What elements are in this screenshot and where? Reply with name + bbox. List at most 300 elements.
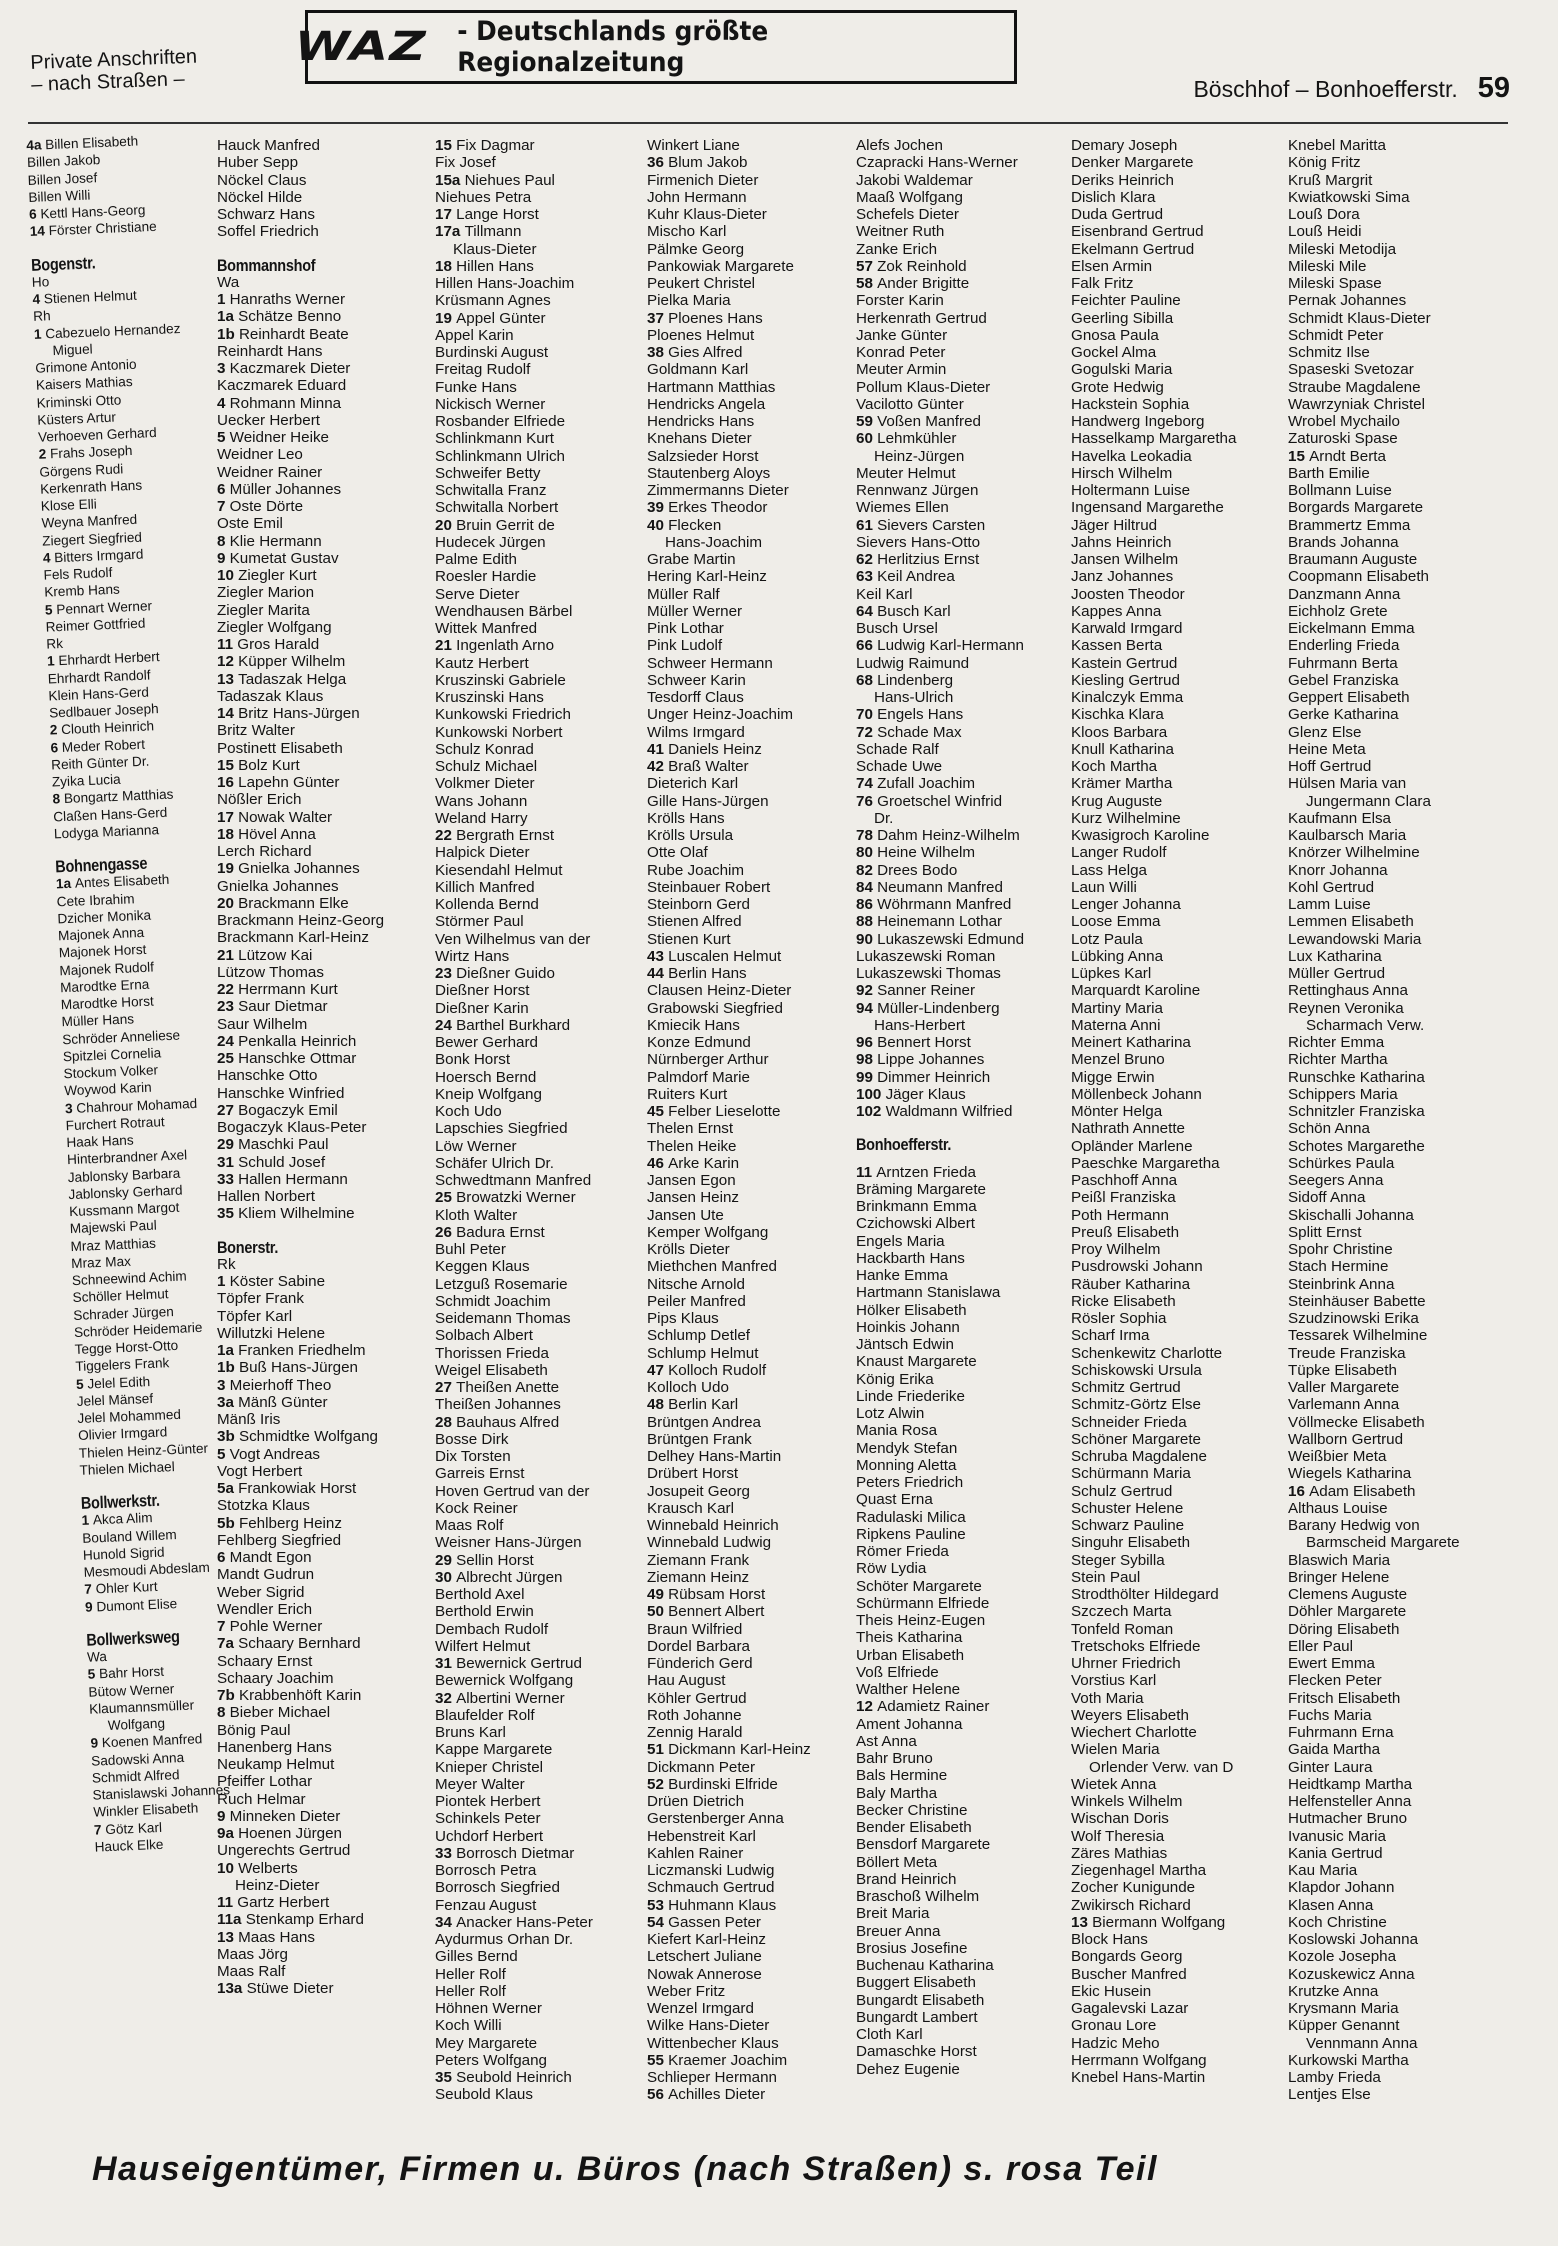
resident-entry: Wendhausen Bärbel xyxy=(435,602,573,620)
resident-entry: Coopmann Elisabeth xyxy=(1288,568,1429,586)
spacer xyxy=(856,1120,1066,1130)
house-number: 41 xyxy=(647,740,669,758)
resident-entry: 5a Frankowiak Horst xyxy=(217,1480,357,1497)
resident-entry: Wilfert Helmut xyxy=(435,1637,531,1655)
resident-entry: Mileski Spase xyxy=(1288,275,1382,292)
resident-entry: Lemmen Elisabeth xyxy=(1288,913,1414,931)
house-number: 102 xyxy=(856,1103,886,1120)
resident-entry: Schade Ralf xyxy=(856,740,939,758)
resident-entry: Gockel Alma xyxy=(1071,344,1157,361)
resident-entry: 62 Herlitzius Ernst xyxy=(856,551,980,568)
resident-entry: 92 Sanner Reiner xyxy=(856,982,976,1000)
resident-entry: Tegge Horst-Otto xyxy=(74,1337,179,1358)
resident-entry: Müller Ralf xyxy=(647,585,720,603)
resident-entry: Kunkowski Friedrich xyxy=(435,706,571,724)
house-number: 70 xyxy=(856,706,878,724)
resident-entry: Brosius Josefine xyxy=(856,1939,968,1957)
resident-entry: Knörzer Wilhelmine xyxy=(1288,844,1420,862)
resident-entry: Vennmann Anna xyxy=(1306,2034,1418,2052)
resident-entry: Marodtke Horst xyxy=(60,993,155,1013)
resident-entry: Uecker Herbert xyxy=(217,411,320,429)
resident-entry: Richter Emma xyxy=(1288,1034,1385,1051)
resident-entry: Tretschoks Elfriede xyxy=(1071,1637,1201,1655)
resident-entry: Weißbier Meta xyxy=(1288,1448,1387,1465)
resident-entry: Bewernick Wolfgang xyxy=(435,1672,574,1690)
resident-entry: Ingensand Margarethe xyxy=(1071,499,1224,517)
resident-entry: 8 Bieber Michael xyxy=(217,1704,331,1722)
resident-entry: Pfeiffer Lothar xyxy=(217,1773,313,1791)
house-number: 53 xyxy=(647,1896,669,1914)
house-number: 49 xyxy=(647,1586,669,1603)
house-number: 8 xyxy=(217,1704,230,1722)
resident-entry: Stach Hermine xyxy=(1288,1258,1389,1276)
resident-entry: 30 Albrecht Jürgen xyxy=(435,1568,563,1586)
resident-entry: Nößler Erich xyxy=(217,791,302,809)
resident-entry: Wittenbecher Klaus xyxy=(647,2034,779,2052)
resident-entry: 21 Ingenlath Arno xyxy=(435,637,555,655)
resident-entry: Blaufelder Rolf xyxy=(435,1706,535,1724)
resident-entry: Uchdorf Herbert xyxy=(435,1827,544,1845)
resident-entry: Schneider Frieda xyxy=(1071,1413,1187,1431)
house-number: 33 xyxy=(217,1170,239,1188)
resident-entry: Weigel Elisabeth xyxy=(435,1361,548,1379)
resident-entry: Ziemann Frank xyxy=(647,1551,750,1569)
resident-entry: Stotzka Klaus xyxy=(217,1497,310,1515)
resident-entry: Poth Hermann xyxy=(1071,1206,1169,1224)
house-number: 61 xyxy=(856,516,878,534)
resident-entry: 98 Lippe Johannes xyxy=(856,1051,985,1069)
resident-entry: Bollmann Luise xyxy=(1288,482,1392,499)
directory-column-3 xyxy=(435,137,645,2104)
resident-entry: 5b Fehlberg Heinz xyxy=(217,1514,342,1532)
resident-entry: Fuchs Maria xyxy=(1288,1706,1372,1724)
resident-entry: 5 Weidner Heike xyxy=(217,429,329,446)
spacer xyxy=(856,1154,1066,1164)
resident-entry: Dzicher Monika xyxy=(57,907,152,927)
resident-entry: Lapschies Siegfried xyxy=(435,1120,568,1138)
resident-entry: 39 Erkes Theodor xyxy=(647,499,768,517)
resident-entry: 94 Müller-Lindenberg xyxy=(856,999,1000,1017)
resident-entry: Janke Günter xyxy=(856,326,948,344)
resident-entry: Fünderich Gerd xyxy=(647,1655,753,1672)
resident-entry: Seidemann Thomas xyxy=(435,1310,571,1327)
resident-entry: Kloth Walter xyxy=(435,1206,518,1224)
resident-entry: Reinhardt Hans xyxy=(217,342,323,360)
resident-entry: Althaus Louise xyxy=(1288,1499,1388,1517)
resident-entry: Kaisers Mathias xyxy=(35,374,133,394)
resident-entry: Knaust Margarete xyxy=(856,1353,977,1371)
resident-entry: Ivanusic Maria xyxy=(1288,1827,1386,1845)
resident-entry: 35 Seubold Heinrich xyxy=(435,2069,572,2086)
resident-entry: Theis Heinz-Eugen xyxy=(856,1612,986,1629)
resident-entry: 15 Bolz Kurt xyxy=(217,756,300,774)
resident-entry: Barany Hedwig von xyxy=(1288,1517,1420,1534)
resident-entry: Pernak Johannes xyxy=(1288,292,1407,310)
resident-entry: Olivier Irmgard xyxy=(77,1424,168,1444)
resident-entry: 16 Adam Elisabeth xyxy=(1288,1482,1416,1500)
house-number: 2 xyxy=(49,722,62,738)
house-number: 26 xyxy=(435,1223,457,1241)
resident-entry: Voth Maria xyxy=(1071,1689,1144,1707)
house-number: 8 xyxy=(52,791,65,807)
resident-entry: Gerke Katharina xyxy=(1288,706,1399,724)
resident-entry: 40 Flecken xyxy=(647,516,722,534)
house-number: 100 xyxy=(856,1085,886,1103)
resident-entry: Singuhr Elisabeth xyxy=(1071,1534,1191,1552)
house-number: 59 xyxy=(856,413,878,430)
resident-entry: Jakobi Waldemar xyxy=(856,171,973,189)
resident-entry: Hallen Norbert xyxy=(217,1188,315,1205)
resident-entry: Hanenberg Hans xyxy=(217,1738,332,1756)
house-number: 5 xyxy=(87,1666,100,1683)
resident-entry: Störmer Paul xyxy=(435,913,524,931)
resident-entry: 25 Hanschke Ottmar xyxy=(217,1050,357,1067)
resident-entry: Dießner Horst xyxy=(435,982,530,1000)
house-number: 74 xyxy=(856,775,878,793)
resident-entry: Steger Sybilla xyxy=(1071,1551,1165,1569)
resident-entry: Cete Ibrahim xyxy=(56,890,135,909)
house-number: 16 xyxy=(1288,1482,1310,1500)
resident-entry: 3 Chahrour Mohamad xyxy=(64,1095,198,1116)
resident-entry: Peiler Manfred xyxy=(647,1292,746,1310)
resident-entry: Oste Emil xyxy=(217,515,283,533)
resident-entry: Stein Paul xyxy=(1071,1568,1141,1586)
resident-entry: 1 Akca Alim xyxy=(81,1510,153,1529)
resident-entry: Freitag Rudolf xyxy=(435,361,531,379)
house-number: 9 xyxy=(84,1598,97,1615)
resident-entry: 33 Hallen Hermann xyxy=(217,1170,348,1188)
resident-entry: Mraz Matthias xyxy=(70,1235,157,1254)
resident-entry: Damaschke Horst xyxy=(856,2043,977,2061)
resident-entry: Kwiatkowski Sima xyxy=(1288,188,1410,206)
resident-entry: Thielen Heinz-Günter xyxy=(78,1440,209,1461)
resident-entry: Walther Helene xyxy=(856,1681,961,1698)
resident-entry: Wischan Doris xyxy=(1071,1810,1169,1828)
resident-entry: Nowak Annerose xyxy=(647,1965,762,1983)
resident-entry: Majewski Paul xyxy=(69,1217,157,1237)
resident-entry: Knehans Dieter xyxy=(647,430,752,448)
resident-entry: Killich Manfred xyxy=(435,878,535,896)
resident-entry: Schmauch Gertrud xyxy=(647,1879,775,1897)
resident-entry: Buggert Elisabeth xyxy=(856,1974,976,1992)
house-number: 90 xyxy=(856,930,878,948)
resident-entry: Bongards Georg xyxy=(1071,1948,1183,1966)
resident-entry: Menzel Bruno xyxy=(1071,1051,1165,1069)
house-number: 17a xyxy=(435,223,465,241)
resident-entry: 61 Sievers Carsten xyxy=(856,516,986,534)
resident-entry: Cloth Karl xyxy=(856,2026,923,2043)
resident-entry: Rk xyxy=(217,1255,236,1273)
resident-entry: Pälmke Georg xyxy=(647,240,745,258)
resident-entry: Hanke Emma xyxy=(856,1267,949,1284)
resident-entry: Delhey Hans-Martin xyxy=(647,1448,782,1465)
resident-entry: Britz Walter xyxy=(217,722,295,740)
house-number: 44 xyxy=(647,965,669,982)
resident-entry: Maas Rolf xyxy=(435,1517,504,1534)
resident-entry: Böllert Meta xyxy=(856,1853,938,1871)
resident-entry: Forster Karin xyxy=(856,292,944,310)
resident-entry: 9a Hoenen Jürgen xyxy=(217,1825,342,1842)
resident-entry: Schwarz Hans xyxy=(217,206,315,223)
resident-entry: Lamm Luise xyxy=(1288,896,1371,913)
resident-entry: Meuter Helmut xyxy=(856,464,956,482)
resident-entry: Dislich Klara xyxy=(1071,188,1156,206)
resident-entry: 22 Herrmann Kurt xyxy=(217,981,338,998)
resident-entry: Lodyga Marianna xyxy=(53,821,160,842)
resident-entry: Geerling Sibilla xyxy=(1071,309,1174,327)
resident-entry: Unger Heinz-Joachim xyxy=(647,706,794,724)
resident-entry: 29 Sellin Horst xyxy=(435,1551,534,1569)
resident-entry: Krüsmann Agnes xyxy=(435,292,551,310)
resident-entry: Hirsch Wilhelm xyxy=(1071,464,1173,482)
house-number: 13a xyxy=(217,1980,247,1998)
resident-entry: Majonek Anna xyxy=(57,924,145,944)
resident-entry: 74 Zufall Joachim xyxy=(856,775,976,793)
resident-entry: Hauck Elke xyxy=(94,1836,164,1855)
resident-entry: Klaus-Dieter xyxy=(453,240,537,258)
resident-entry: Wilke Hans-Dieter xyxy=(647,2017,770,2035)
resident-entry: Radulaski Milica xyxy=(856,1508,966,1526)
resident-entry: Hunold Sigrid xyxy=(82,1544,165,1563)
resident-entry: Kemper Wolfgang xyxy=(647,1223,769,1241)
house-number: 18 xyxy=(435,257,457,275)
resident-entry: Fritsch Elisabeth xyxy=(1288,1689,1401,1707)
resident-entry: Urban Elisabeth xyxy=(856,1646,965,1664)
resident-entry: Schlinkmann Kurt xyxy=(435,430,555,448)
resident-entry: 7a Schaary Bernhard xyxy=(217,1635,361,1653)
resident-entry: 14 Britz Hans-Jürgen xyxy=(217,705,360,722)
resident-entry: 6 Müller Johannes xyxy=(217,480,342,498)
house-number: 32 xyxy=(435,1689,457,1707)
resident-entry: Czapracki Hans-Werner xyxy=(856,154,1018,172)
resident-entry: Winkler Elisabeth xyxy=(92,1800,199,1820)
resident-entry: 52 Burdinski Elfride xyxy=(647,1775,778,1793)
resident-entry: Wolfgang xyxy=(107,1715,166,1733)
resident-entry: Hudecek Jürgen xyxy=(435,533,546,551)
resident-entry: 1 Hanraths Werner xyxy=(217,291,346,308)
resident-entry: Kappes Anna xyxy=(1071,602,1162,620)
house-number: 84 xyxy=(856,878,878,896)
house-number: 82 xyxy=(856,861,878,879)
resident-entry: Lux Katharina xyxy=(1288,947,1382,965)
resident-entry: 14 Förster Christiane xyxy=(29,219,157,240)
resident-entry: Verhoeven Gerhard xyxy=(37,425,157,445)
resident-entry: Kozole Josepha xyxy=(1288,1948,1397,1966)
resident-entry: Hoinkis Johann xyxy=(856,1318,960,1336)
resident-entry: Bahr Bruno xyxy=(856,1750,933,1767)
resident-entry: Sadowski Anna xyxy=(90,1749,185,1769)
resident-entry: 24 Penkalla Heinrich xyxy=(217,1032,357,1050)
resident-entry: Linde Friederike xyxy=(856,1387,965,1405)
resident-entry: Braun Wilfried xyxy=(647,1620,743,1638)
resident-entry: Buchenau Katharina xyxy=(856,1957,994,1974)
resident-entry: 20 Bruin Gerrit de xyxy=(435,516,555,534)
resident-entry: Schulz Gertrud xyxy=(1071,1482,1173,1500)
house-number: 21 xyxy=(217,946,239,964)
resident-entry: Schweer Karin xyxy=(647,671,746,689)
resident-entry: 19 Appel Günter xyxy=(435,309,546,327)
resident-entry: 15 Fix Dagmar xyxy=(435,137,535,154)
resident-entry: Bender Elisabeth xyxy=(856,1819,972,1836)
resident-entry: Lamby Frieda xyxy=(1288,2069,1381,2086)
resident-entry: 5 Bahr Horst xyxy=(87,1663,165,1683)
resident-entry: Braschoß Wilhelm xyxy=(856,1888,980,1905)
house-number: 1b xyxy=(217,325,239,343)
resident-entry: Laun Willi xyxy=(1071,878,1137,896)
resident-entry: Weitner Ruth xyxy=(856,223,945,241)
footer-note: Hauseigentümer, Firmen u. Büros (nach Straßen) s. rosa Teil xyxy=(92,2150,1158,2188)
resident-entry: Mania Rosa xyxy=(856,1422,938,1440)
resident-entry: Stienen Kurt xyxy=(647,930,731,948)
resident-entry: Deriks Heinrich xyxy=(1071,171,1174,189)
resident-entry: Bungardt Lambert xyxy=(856,2008,978,2026)
resident-entry: Langer Rudolf xyxy=(1071,844,1167,862)
house-number: 9 xyxy=(217,549,230,567)
resident-entry: Seubold Klaus xyxy=(435,2086,533,2104)
house-number: 4 xyxy=(217,394,230,412)
resident-entry: Ehrhardt Randolf xyxy=(47,666,151,687)
resident-entry: Billen Willi xyxy=(28,187,91,205)
house-number: 10 xyxy=(217,567,239,584)
resident-entry: 10 Welberts xyxy=(217,1859,298,1877)
resident-entry: 7 Pohle Werner xyxy=(217,1618,323,1635)
resident-entry: Becker Christine xyxy=(856,1801,968,1819)
resident-entry: 86 Wöhrmann Manfred xyxy=(856,896,1012,913)
resident-entry: Müller Werner xyxy=(647,602,743,620)
resident-entry: Flecken Peter xyxy=(1288,1672,1382,1690)
resident-entry: Thielen Michael xyxy=(79,1458,175,1478)
resident-entry: 17 Nowak Walter xyxy=(217,808,333,826)
resident-entry: Roesler Hardie xyxy=(435,568,537,586)
house-number: 19 xyxy=(217,860,239,878)
resident-entry: Eisenbrand Gertrud xyxy=(1071,223,1204,241)
resident-entry: Josupeit Georg xyxy=(647,1482,750,1500)
resident-entry: 11 Gartz Herbert xyxy=(217,1894,330,1911)
resident-entry: Klasen Anna xyxy=(1288,1896,1374,1914)
resident-entry: Ewert Emma xyxy=(1288,1655,1375,1672)
resident-entry: Handwerg Ingeborg xyxy=(1071,413,1205,430)
resident-entry: Demary Joseph xyxy=(1071,137,1178,154)
resident-entry: 5 Vogt Andreas xyxy=(217,1445,321,1463)
resident-entry: Kiesling Gertrud xyxy=(1071,671,1180,689)
house-number: 52 xyxy=(647,1775,669,1793)
resident-entry: Hoven Gertrud van der xyxy=(435,1482,590,1500)
resident-entry: Elsen Armin xyxy=(1071,257,1153,275)
resident-entry: Soffel Friedrich xyxy=(217,223,319,241)
house-number: 27 xyxy=(217,1101,239,1119)
resident-entry: Schrader Jürgen xyxy=(73,1303,175,1323)
resident-entry: Vogt Herbert xyxy=(217,1462,303,1480)
resident-entry: 3 Kaczmarek Dieter xyxy=(217,360,351,377)
resident-entry: König Fritz xyxy=(1288,154,1361,172)
resident-entry: Kiefert Karl-Heinz xyxy=(647,1931,767,1948)
resident-entry: Bewer Gerhard xyxy=(435,1034,538,1051)
resident-entry: Mischo Karl xyxy=(647,223,727,241)
resident-entry: Bensdorf Margarete xyxy=(856,1836,991,1854)
resident-entry: 49 Rübsam Horst xyxy=(647,1586,766,1603)
resident-entry: Fenzau August xyxy=(435,1896,537,1914)
resident-entry: Nöckel Hilde xyxy=(217,188,303,206)
resident-entry: Hendricks Angela xyxy=(647,395,766,413)
house-number: 39 xyxy=(647,499,669,517)
resident-entry: 66 Ludwig Karl-Hermann xyxy=(856,637,1025,655)
house-number: 58 xyxy=(856,275,878,292)
resident-entry: 11 Gros Harald xyxy=(217,636,320,653)
resident-entry: Eller Paul xyxy=(1288,1637,1353,1655)
resident-entry: Alefs Jochen xyxy=(856,137,943,154)
resident-entry: 1 Cabezuelo Hernandez xyxy=(33,320,181,342)
resident-entry: 41 Daniels Heinz xyxy=(647,740,762,758)
resident-entry: Otte Olaf xyxy=(647,844,708,862)
house-number: 3a xyxy=(217,1393,239,1411)
street-heading: Bommannshof xyxy=(217,255,316,275)
resident-entry: Winkels Wilhelm xyxy=(1071,1793,1183,1810)
resident-entry: Hendricks Hans xyxy=(647,413,755,430)
resident-entry: 58 Ander Brigitte xyxy=(856,275,970,292)
resident-entry: Buscher Manfred xyxy=(1071,1965,1187,1983)
house-number: 86 xyxy=(856,896,878,913)
resident-entry: Völlmecke Elisabeth xyxy=(1288,1413,1425,1431)
house-number: 3 xyxy=(217,360,230,377)
resident-entry: 53 Huhmann Klaus xyxy=(647,1896,777,1914)
resident-entry: Denker Margarete xyxy=(1071,154,1194,172)
resident-entry: Wendler Erich xyxy=(217,1600,313,1618)
house-number: 45 xyxy=(647,1103,669,1120)
resident-entry: 51 Dickmann Karl-Heinz xyxy=(647,1741,811,1759)
resident-entry: 90 Lukaszewski Edmund xyxy=(856,930,1025,948)
resident-entry: Brackmann Heinz-Georg xyxy=(217,912,385,929)
resident-entry: Schneewind Achim xyxy=(71,1268,187,1289)
house-number: 20 xyxy=(435,516,457,534)
resident-entry: 31 Schuld Josef xyxy=(217,1153,326,1171)
resident-entry: 6 Kettl Hans-Georg xyxy=(28,202,146,222)
resident-entry: Meinert Katharina xyxy=(1071,1034,1191,1051)
resident-entry: Neukamp Helmut xyxy=(217,1756,335,1773)
resident-entry: Hackstein Sophia xyxy=(1071,395,1190,413)
resident-entry: 17a Tillmann xyxy=(435,223,522,241)
resident-entry: Lerch Richard xyxy=(217,843,312,860)
resident-entry: Nathrath Annette xyxy=(1071,1120,1185,1138)
resident-entry: Hölker Elisabeth xyxy=(856,1301,967,1319)
resident-entry: Kruß Margrit xyxy=(1288,171,1373,189)
resident-entry: Sievers Hans-Otto xyxy=(856,533,981,551)
resident-entry: Kneip Wolfgang xyxy=(435,1085,542,1103)
resident-entry: Bütow Werner xyxy=(88,1680,175,1700)
resident-entry: 64 Busch Karl xyxy=(856,602,951,620)
resident-entry: Zaturoski Spase xyxy=(1288,430,1398,448)
resident-entry: Jäger Hiltrud xyxy=(1071,516,1158,534)
resident-entry: Görgens Rudi xyxy=(39,460,124,480)
resident-entry: Busch Ursel xyxy=(856,620,938,637)
resident-entry: Rk xyxy=(46,635,64,652)
house-number: 11 xyxy=(856,1163,877,1181)
resident-entry: Kurz Wilhelmine xyxy=(1071,809,1181,827)
house-number: 30 xyxy=(435,1568,457,1586)
resident-entry: Schefels Dieter xyxy=(856,206,959,223)
resident-entry: Wittek Manfred xyxy=(435,620,538,637)
resident-entry: 22 Bergrath Ernst xyxy=(435,827,555,844)
resident-entry: Claßen Hans-Gerd xyxy=(52,804,168,824)
house-number: 88 xyxy=(856,913,878,931)
resident-entry: Janz Johannes xyxy=(1071,568,1174,586)
resident-entry: Weisner Hans-Jürgen xyxy=(435,1534,582,1552)
resident-entry: 76 Groetschel Winfrid xyxy=(856,792,1003,810)
resident-entry: 15a Niehues Paul xyxy=(435,171,555,189)
resident-entry: Vacilotto Günter xyxy=(856,395,964,413)
resident-entry: Kautz Herbert xyxy=(435,654,529,672)
resident-entry: 4 Stienen Helmut xyxy=(32,287,138,307)
resident-entry: Gilles Bernd xyxy=(435,1948,518,1966)
